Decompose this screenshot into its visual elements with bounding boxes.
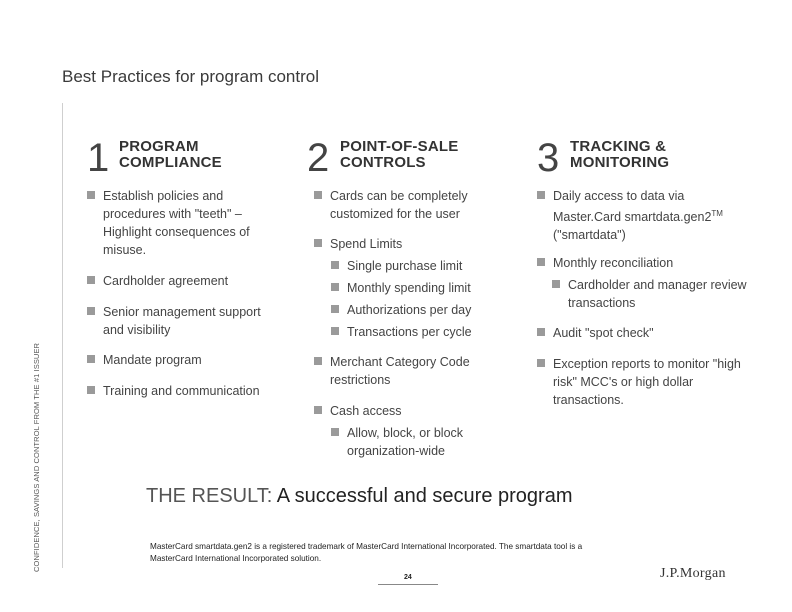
column-2-heading-line2: CONTROLS [340,154,426,171]
list-item-line: organization-wide [347,444,445,458]
bullet-square-icon [537,191,545,199]
list-item-line: Mandate program [103,353,202,367]
list-item-line: Transactions per cycle [347,325,472,339]
list-item-line: Single purchase limit [347,259,463,273]
jpmorgan-logo: J.P.Morgan [660,566,726,581]
bullet-square-icon [537,258,545,266]
footnote [150,541,650,565]
list-item-line: misuse. [103,243,147,257]
trademark-superscript: TM [711,209,723,218]
column-2-heading [340,139,458,171]
bullet-square-icon [537,328,545,336]
list-item-line: Cardholder agreement [103,274,229,288]
list-item-line: Allow, block, or block [347,426,464,440]
column-3-heading [570,139,669,171]
page-number: 24 [404,574,412,581]
list-item-line: and visibility [103,323,171,337]
column-1-heading [119,139,222,171]
column-3-number: 3 [537,136,560,180]
bullet-square-icon [87,355,95,363]
result-lead: THE RESULT: [146,485,273,507]
column-2-heading-line1: POINT-OF-SALE [340,138,459,155]
bullet-square-icon [314,357,322,365]
list-item-line: Training and communication [103,384,260,398]
bullet-square-icon [331,327,339,335]
result-statement [146,485,572,508]
list-item-line: Cards can be completely [330,189,468,203]
side-caption: CONFIDENCE, SAVINGS AND CONTROL FROM THE #1 ISSUER [32,342,41,572]
list-item-line [553,205,723,226]
list-item-line: ("smartdata") [553,228,626,243]
bullet-square-icon [537,359,545,367]
bullet-square-icon [331,305,339,313]
bullet-square-icon [87,191,95,199]
column-2-number: 2 [307,136,330,180]
list-item-line: Establish policies and [103,189,224,203]
list-item-line: Merchant Category Code [330,355,470,369]
bullet-square-icon [552,280,560,288]
bullet-square-icon [314,239,322,247]
bullet-square-icon [331,261,339,269]
page-number-divider [378,584,438,585]
column-1-number: 1 [87,136,110,180]
bullet-square-icon [87,276,95,284]
list-item-line: Monthly spending limit [347,281,471,295]
footnote-line: MasterCard smartdata.gen2 is a registered trademark of MasterCard International Incorporated. The smartdata tool is a [150,542,583,551]
bullet-square-icon [87,386,95,394]
list-item-line: transactions. [553,393,624,407]
page-title: Best Practices for program control [62,67,319,86]
list-item-line: transactions [568,296,636,310]
bullet-square-icon [314,406,322,414]
result-text: A successful and secure program [276,485,573,507]
bullet-square-icon [331,428,339,436]
list-item-line: restrictions [330,373,391,387]
vertical-rule [62,103,63,568]
bullet-square-icon [87,307,95,315]
list-item-line: Authorizations per day [347,303,472,317]
list-item-line: Cardholder and manager review [568,278,747,292]
list-item-line: Spend Limits [330,237,403,251]
list-item-line: customized for the user [330,207,460,221]
list-item-line: Highlight consequences of [103,225,250,239]
list-item-line: risk" MCC's or high dollar [553,375,694,389]
column-1-heading-line2: COMPLIANCE [119,154,222,171]
list-item-line: procedures with "teeth" – [103,207,242,221]
list-item-line: Exception reports to monitor "high [553,357,741,371]
list-item-line: Senior management support [103,305,261,319]
list-item-line: Monthly reconciliation [553,256,674,270]
bullet-square-icon [314,191,322,199]
column-1-heading-line1: PROGRAM [119,138,199,155]
list-item-line: Cash access [330,404,402,418]
column-3-heading-line1: TRACKING & [570,138,667,155]
list-item-line: Daily access to data via [553,189,685,203]
bullet-square-icon [331,283,339,291]
footnote-line: MasterCard International Incorporated solution. [150,554,322,563]
column-3-heading-line2: MONITORING [570,154,670,171]
list-item-line: Audit "spot check" [553,326,654,340]
list-item-line-text: Master.Card smartdata.gen2 [553,210,712,225]
